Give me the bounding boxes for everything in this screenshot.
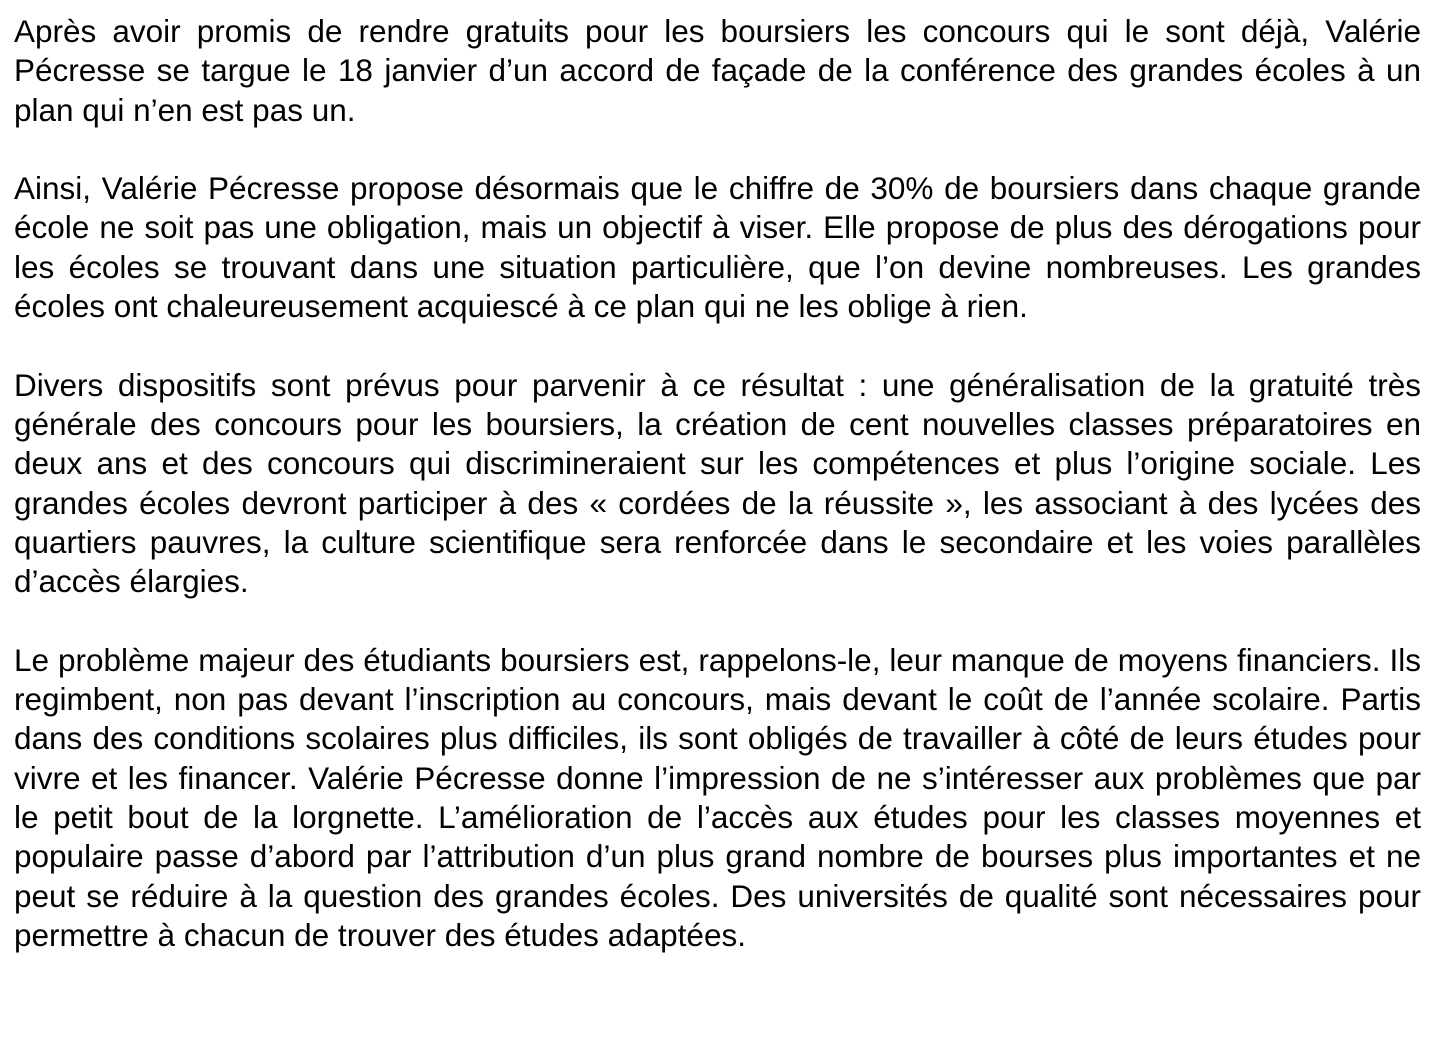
paragraph-bourses-gratuite: Après avoir promis de rendre gratuits pour les boursiers les concours qui le sont déjà, Valérie Pécresse se targue le 18 janvier d’un accord de façade de la conférence des grandes écoles à un plan qui n’en est pas un. [14, 13, 1421, 128]
paragraph-probleme-majeur: Le problème majeur des étudiants boursiers est, rappelons-le, leur manque de moyens financiers. Ils regimbent, non pas devant l’inscription au concours, mais devant le coût de l’année scolaire. Partis dans des conditions scolaires plus difficiles, ils sont obligés de travailler à côté de leurs études pour vivre et les financer. Valérie Pécresse donne l’impression de ne s’intéresser aux problèmes que par le petit bout de la lorgnette. L’amélioration de l’accès aux études pour les classes moyennes et populaire passe d’abord par l’attribution d’un plus grand nombre de bourses plus importantes et ne peut se réduire à la question des grandes écoles. Des universités de qualité sont nécessaires pour permettre à chacun de trouver des études adaptées. [14, 641, 1421, 953]
document-body [14, 12, 1421, 955]
paragraph-objectif-30-pourcent: Ainsi, Valérie Pécresse propose désormais que le chiffre de 30% de boursiers dans chaque grande école ne soit pas une obligation, mais un objectif à viser. Elle propose de plus des dérogations pour les écoles se trouvant dans une situation particulière, que l’on devine nombreuses. Les grandes écoles ont chaleureusement acquiescé à ce plan qui ne les oblige à rien. [14, 170, 1421, 325]
paragraph-dispositifs: Divers dispositifs sont prévus pour parvenir à ce résultat : une généralisation de la gratuité très générale des concours pour les boursiers, la création de cent nouvelles classes préparatoires en deux ans et des concours qui discrimineraient sur les compétences et plus l’origine sociale. Les grandes écoles devront participer à des « cordées de la réussite », les associant à des lycées des quartiers pauvres, la culture scientifique sera renforcée dans le secondaire et les voies parallèles d’accès élargies. [14, 366, 1421, 600]
